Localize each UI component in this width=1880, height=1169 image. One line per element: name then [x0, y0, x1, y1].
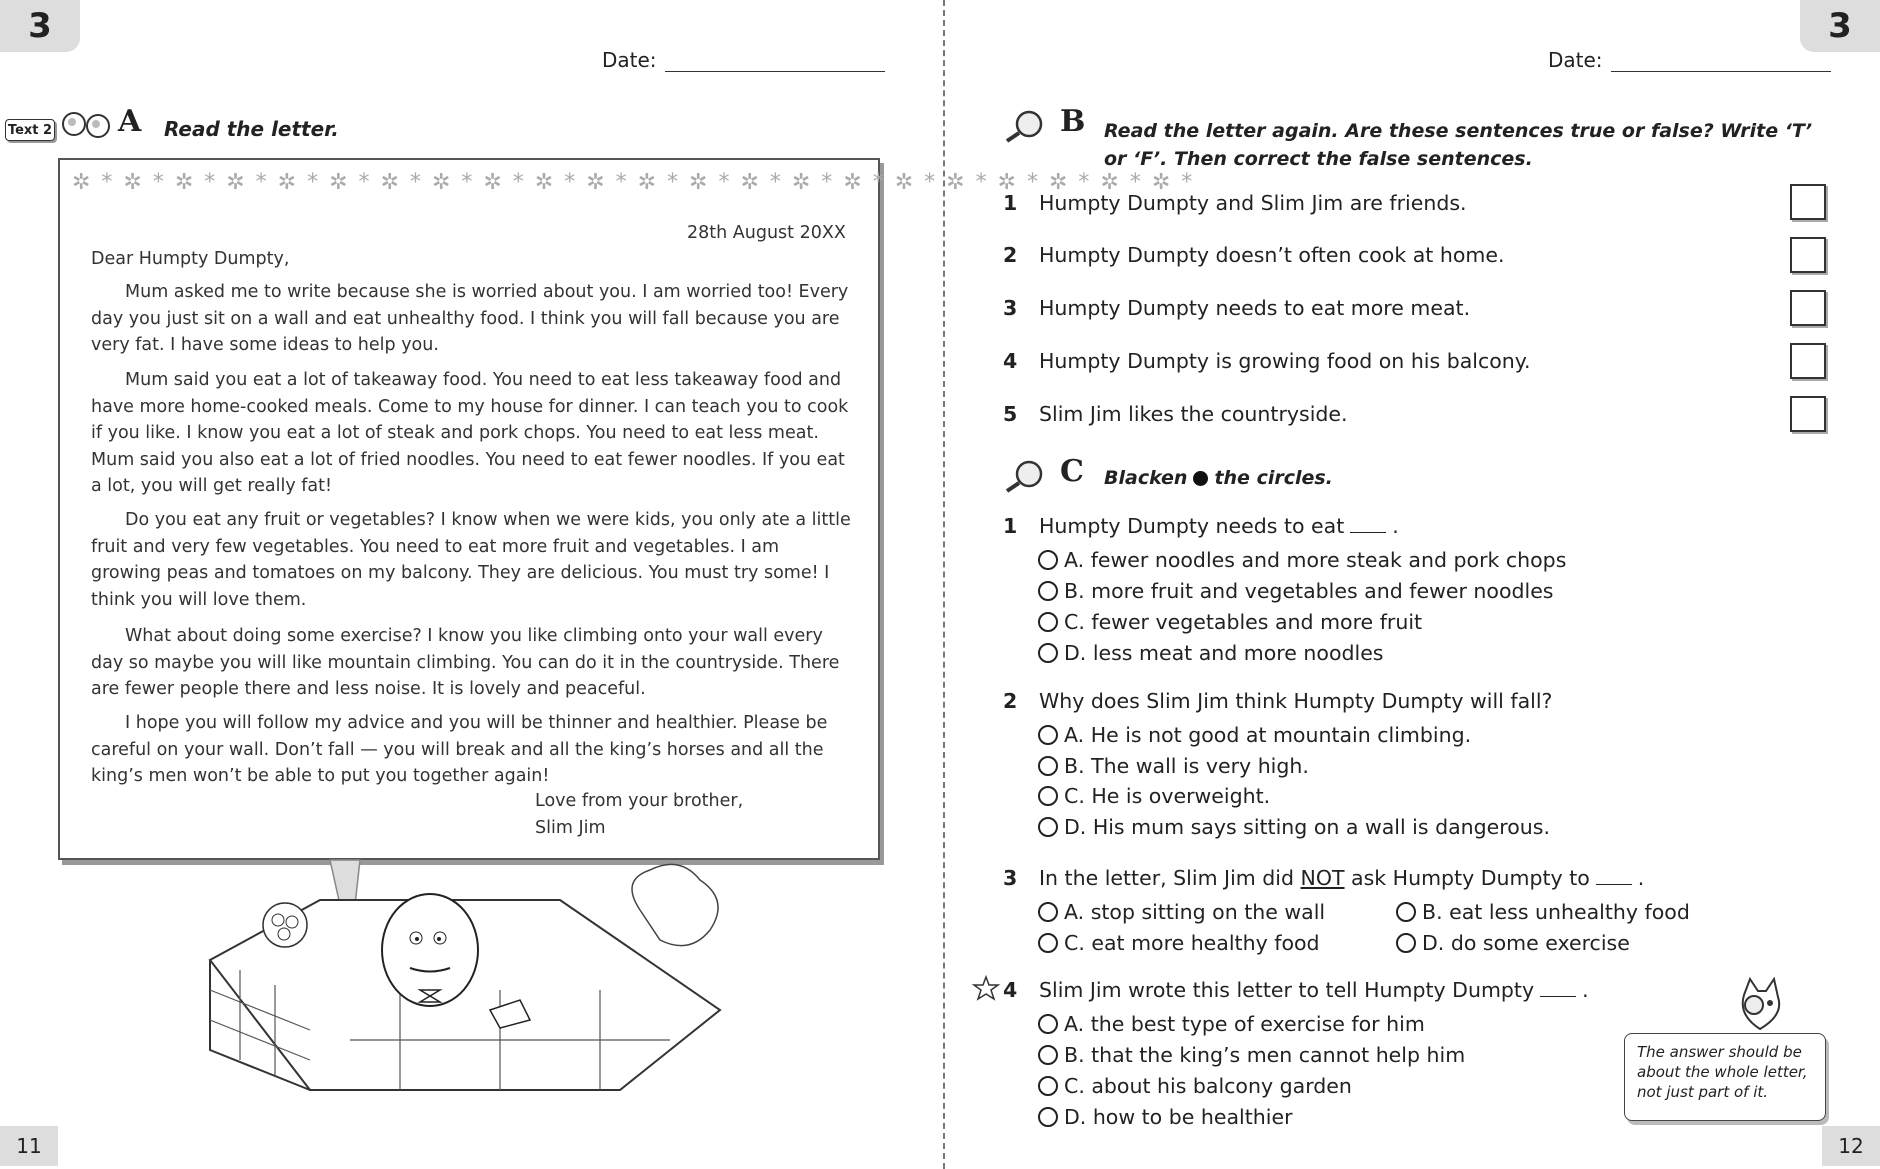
chapter-tab-left: [0, 0, 80, 52]
radio-circle[interactable]: [1396, 933, 1416, 953]
letter-paragraph: Mum said you eat a lot of takeaway food. You need to eat less takeaway food and have more home-cooked meals. Come to my house for dinner. I can teach you to cook if you like. I know you eat a lot of steak and pork chops. You need to eat less meat. Mum said you also eat a lot of fried noodles. You need to eat fewer noodles. If you eat a lot, you will get really fat!: [91, 370, 849, 496]
page-number-right: 12: [1822, 1126, 1880, 1166]
item-number: 5: [1003, 402, 1018, 426]
radio-circle[interactable]: [1038, 1045, 1058, 1065]
text-tag: Text 2: [5, 119, 55, 141]
instruction-post: the circles.: [1214, 467, 1333, 489]
date-line: [1611, 54, 1831, 72]
letter-closing: Love from your brother,: [535, 791, 744, 811]
option-text: D. less meat and more noodles: [1064, 641, 1384, 665]
question-stem: Humpty Dumpty needs to eat: [1039, 514, 1345, 538]
radio-circle[interactable]: [1038, 1107, 1058, 1127]
item-text: Humpty Dumpty needs to eat more meat.: [1039, 296, 1471, 320]
tf-item: [1003, 296, 1470, 320]
option[interactable]: [1038, 548, 1566, 572]
tip-box: The answer should be about the whole letter, not just part of it.: [1624, 1033, 1826, 1121]
option-text: B. eat less unhealthy food: [1422, 900, 1690, 924]
option[interactable]: [1038, 1043, 1465, 1067]
radio-circle[interactable]: [1038, 612, 1058, 632]
option[interactable]: [1038, 900, 1325, 924]
page-number-left: 11: [0, 1126, 58, 1166]
letter-paragraph: Mum asked me to write because she is worried about you. I am worried too! Every day you just sit on a wall and eat unhealthy food. I think you will fall because you are very fat. I have some ideas to help you.: [91, 282, 849, 355]
item-number: 4: [1003, 349, 1018, 373]
magnifier-icon: [1005, 458, 1045, 494]
section-a-letter: A: [118, 104, 142, 139]
radio-circle[interactable]: [1396, 902, 1416, 922]
answer-blank: [1596, 869, 1632, 885]
date-line: [665, 54, 885, 72]
option-text: D. how to be healthier: [1064, 1105, 1293, 1129]
answer-blank: [1350, 517, 1386, 533]
letter-greeting: Dear Humpty Dumpty,: [91, 249, 290, 269]
question-number: 1: [1003, 514, 1018, 538]
radio-circle[interactable]: [1038, 1076, 1058, 1096]
magnifier-icon: [1005, 108, 1045, 144]
page-divider: [943, 0, 945, 1169]
item-text: Humpty Dumpty doesn’t often cook at home.: [1039, 243, 1505, 267]
item-number: 1: [1003, 191, 1018, 215]
instruction-pre: Blacken: [1104, 467, 1188, 489]
mc-question: [1003, 866, 1644, 890]
answer-box[interactable]: [1790, 237, 1826, 273]
option-text: A. He is not good at mountain climbing.: [1064, 723, 1472, 747]
option-text: C. eat more healthy food: [1064, 931, 1320, 955]
letter-signature: Slim Jim: [535, 818, 606, 838]
radio-circle[interactable]: [1038, 643, 1058, 663]
filled-circle-icon: [1193, 471, 1208, 486]
item-text: Humpty Dumpty is growing food on his balcony.: [1039, 349, 1531, 373]
answer-box[interactable]: [1790, 396, 1826, 432]
section-c-instruction: [1104, 467, 1333, 489]
option[interactable]: [1038, 1012, 1425, 1036]
option[interactable]: [1038, 579, 1554, 603]
question-number: 4: [1003, 978, 1018, 1002]
option[interactable]: [1038, 784, 1270, 808]
section-b-letter: B: [1060, 104, 1086, 139]
radio-circle[interactable]: [1038, 902, 1058, 922]
option[interactable]: [1038, 610, 1422, 634]
mc-question: [1003, 514, 1399, 538]
letter-paragraph: I hope you will follow my advice and you will be thinner and healthier. Please be careful on your wall. Don’t fall — you will break and all the king’s horses and all the king’s men won’t be able to put you together again!: [91, 713, 828, 786]
answer-blank: [1540, 981, 1576, 997]
section-a-instruction: Read the letter.: [164, 117, 339, 141]
answer-box[interactable]: [1790, 343, 1826, 379]
humpty-dumpty-illustration: [200, 860, 740, 1110]
stem-end: .: [1582, 978, 1589, 1002]
answer-box[interactable]: [1790, 290, 1826, 326]
section-c-letter: C: [1060, 454, 1084, 489]
option-text: C. fewer vegetables and more fruit: [1064, 610, 1423, 634]
option[interactable]: [1038, 931, 1320, 955]
stem-end: .: [1392, 514, 1399, 538]
letter-paragraph: What about doing some exercise? I know you like climbing onto your wall every day so maybe you will like mountain climbing. You can do it in the countryside. There are fewer people there and less noise. It is lovely and peaceful.: [91, 626, 840, 699]
radio-circle[interactable]: [1038, 725, 1058, 745]
radio-circle[interactable]: [1038, 786, 1058, 806]
tf-item: [1003, 191, 1467, 215]
section-b-instruction: Read the letter again. Are these sentences true or false? Write ‘T’ or ‘F’. Then correct the false sentences.: [1104, 120, 1813, 170]
letter-paragraph: Do you eat any fruit or vegetables? I know when we were kids, you only ate a little fruit and very few vegetables. You need to eat more fruit and vegetables. I am growing peas and tomatoes on my balcony. They are delicious. You must try some! I think you will love them.: [91, 510, 851, 610]
question-stem-post: ask Humpty Dumpty to: [1344, 866, 1590, 890]
option[interactable]: [1038, 815, 1550, 839]
tf-item: [1003, 243, 1504, 267]
item-number: 2: [1003, 243, 1018, 267]
item-text: Humpty Dumpty and Slim Jim are friends.: [1039, 191, 1467, 215]
option-text: A. stop sitting on the wall: [1064, 900, 1326, 924]
tf-item: [1003, 402, 1348, 426]
option-text: A. fewer noodles and more steak and pork chops: [1064, 548, 1567, 572]
item-number: 3: [1003, 296, 1018, 320]
stem-end: .: [1637, 866, 1645, 890]
radio-circle[interactable]: [1038, 1014, 1058, 1034]
option-text: C. He is overweight.: [1064, 784, 1271, 808]
option-text: D. His mum says sitting on a wall is dangerous.: [1064, 815, 1550, 839]
radio-circle[interactable]: [1038, 756, 1058, 776]
date-label: Date:: [602, 48, 657, 72]
radio-circle[interactable]: [1038, 933, 1058, 953]
question-stem-emphasis: NOT: [1300, 866, 1345, 890]
date-field-left: [602, 48, 885, 72]
question-number: 2: [1003, 689, 1018, 713]
option-text: B. more fruit and vegetables and fewer noodles: [1064, 579, 1554, 603]
answer-box[interactable]: [1790, 184, 1826, 220]
radio-circle[interactable]: [1038, 817, 1058, 837]
option-text: C. about his balcony garden: [1064, 1074, 1352, 1098]
option-text: B. that the king’s men cannot help him: [1064, 1043, 1466, 1067]
chapter-number: 3: [28, 6, 52, 46]
mc-question: [1003, 689, 1552, 713]
option[interactable]: [1038, 641, 1383, 665]
mc-question: [1003, 978, 1589, 1002]
chapter-tab-right: [1800, 0, 1880, 52]
option-text: D. do some exercise: [1422, 931, 1630, 955]
date-label: Date:: [1548, 48, 1603, 72]
question-stem-pre: In the letter, Slim Jim did: [1039, 866, 1301, 890]
option[interactable]: [1038, 723, 1471, 747]
option[interactable]: [1396, 931, 1630, 955]
tf-item: [1003, 349, 1531, 373]
option[interactable]: [1396, 900, 1690, 924]
question-stem: Slim Jim wrote this letter to tell Humpty Dumpty: [1039, 978, 1535, 1002]
letter-date: 28th August 20XX: [687, 223, 846, 243]
chapter-number: 3: [1828, 6, 1852, 46]
star-border-decoration: ✲ * ✲ * ✲ * ✲ * ✲ * ✲ * ✲ * ✲ * ✲ * ✲ * ✲ * ✲ * ✲ * ✲ * ✲ * ✲ * ✲ * ✲ * ✲ * ✲ * ✲ * ✲ *: [72, 170, 1195, 195]
option[interactable]: [1038, 754, 1309, 778]
date-field-right: [1548, 48, 1831, 72]
question-number: 3: [1003, 866, 1018, 890]
option-text: B. The wall is very high.: [1064, 754, 1309, 778]
radio-circle[interactable]: [1038, 550, 1058, 570]
item-text: Slim Jim likes the countryside.: [1039, 402, 1348, 426]
binoculars-icon: [60, 108, 118, 140]
question-stem: Why does Slim Jim think Humpty Dumpty will fall?: [1039, 689, 1553, 713]
radio-circle[interactable]: [1038, 581, 1058, 601]
option[interactable]: [1038, 1074, 1352, 1098]
option-text: A. the best type of exercise for him: [1064, 1012, 1425, 1036]
cat-detective-icon: [1730, 975, 1790, 1035]
star-icon: [973, 975, 999, 1001]
option[interactable]: [1038, 1105, 1293, 1129]
